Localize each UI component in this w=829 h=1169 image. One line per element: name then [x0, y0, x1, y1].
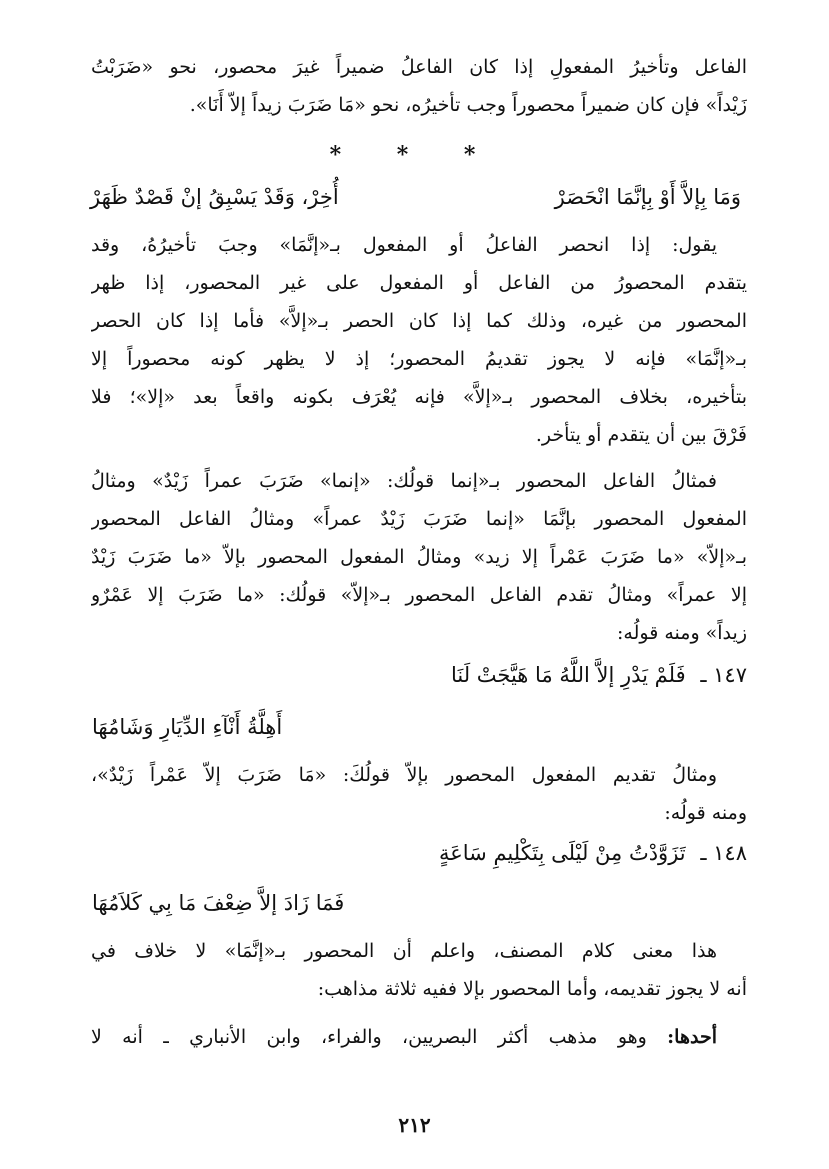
text-line: ومثالُ تقديم المفعول المحصور بإلاّ قولُكَ: «مَا ضَرَبَ إلاّ عَمْراً زَيْدٌ»، [91, 764, 717, 786]
text-line: بـ«إنَّمَا» فإنه لا يجوز تقديمُ المحصور؛ إذ لا يظهر كونه محصوراً إلا [91, 348, 747, 370]
poem-number: ١٤٧ ـ [700, 663, 747, 687]
poem-hemistich: فَمَا زَادَ إلاَّ ضِعْفَ مَا بِي كَلاَمُهَا [92, 891, 345, 915]
text-line: أنه لا يجوز تقديمه، وأما المحصور بإلا ففيه ثلاثة مذاهب: [317, 978, 747, 1000]
poem-line [451, 656, 747, 694]
text-line: المفعول المحصور بإنَّمَا «إنما ضَرَبَ زَيْدٌ عمراً» ومثالُ الفاعل المحصور [91, 508, 747, 530]
poem-hemistich: فَلَمْ يَدْرِ إلاَّ اللَّهُ مَا هَيَّجَتْ لَنَا [450, 663, 686, 687]
text-line: إلا عمراً» ومثالُ تقدم الفاعل المحصور بـ«إلاّ» قولُك: «ما ضَرَبَ إلا عَمْرٌو [91, 584, 747, 606]
text-line: المحصور من غيره، وذلك كما إذا كان الحصر بـ«إلاَّ» فأما إذا كان الحصر [91, 310, 747, 332]
poem-number: ١٤٨ ـ [700, 841, 747, 865]
text-line: زَيْداً» فإن كان ضميراً محصوراً وجب تأخيرُه، نحو «مَا ضَرَبَ زيداً إلاّ أَنَا». [189, 94, 747, 116]
paragraph-label: أحدها: [667, 1026, 717, 1048]
text-line: الفاعل وتأخيرُ المفعولِ إذا كان الفاعلُ ضميراً غيرَ محصور، نحو «ضَرَبْتُ [91, 56, 747, 78]
page-number: ٢١٢ [398, 1113, 431, 1137]
text-line: فَرْقَ بين أن يتقدم أو يتأخر. [535, 424, 747, 446]
poem-hemistich: أَهِلَّةُ أَنْآءِ الدِّيَارِ وَشَامُهَا [92, 715, 283, 739]
text-line: زيداً» ومنه قولُه: [617, 622, 747, 644]
verse-hemistich-right: وَمَا بِإلاَّ أَوْ بِإنَّمَا انْحَصَرْ [554, 185, 741, 209]
paragraph-text: وهو مذهب أكثر البصريين، والفراء، وابن الأنباري ـ أنه لا [91, 1026, 668, 1048]
poem-line [439, 834, 747, 872]
section-separator: * * * [329, 142, 500, 168]
text-line: فمثالُ الفاعل المحصور بـ«إنما قولُك: «إنما» ضَرَبَ عمراً زَيْدٌ» ومثالُ [91, 470, 717, 492]
text-line: يتقدم المحصورُ من الفاعل أو المفعول على غير المحصور، إذا ظهر [91, 272, 747, 294]
text-line: بتأخيره، بخلاف المحصور بـ«إلاَّ» فإنه يُعْرَف بكونه واقعاً بعد «إلا»؛ فلا [91, 386, 747, 408]
verse-hemistich-left: أُخِرْ، وَقَدْ يَسْبِقُ إنْ قَصْدٌ ظَهَرْ [90, 185, 339, 209]
text-line: بـ«إلاّ» «ما ضَرَبَ عَمْراً إلا زيد» ومثالُ المفعول المحصور بإلاّ «ما ضَرَبَ زَيْدٌ [91, 546, 747, 568]
text-line [91, 1018, 717, 1056]
poem-hemistich: تَزَوَّدْتُ مِنْ لَيْلَى بِتَكْلِيمِ سَاعَةٍ [438, 841, 686, 865]
text-line: هذا معنى كلام المصنف، واعلم أن المحصور بـ«إنَّمَا» لا خلاف في [91, 940, 717, 962]
text-line: يقول: إذا انحصر الفاعلُ أو المفعول بـ«إنَّمَا» وجبَ تأخيرُهُ، وقد [91, 234, 717, 256]
text-line: ومنه قولُه: [664, 802, 747, 824]
